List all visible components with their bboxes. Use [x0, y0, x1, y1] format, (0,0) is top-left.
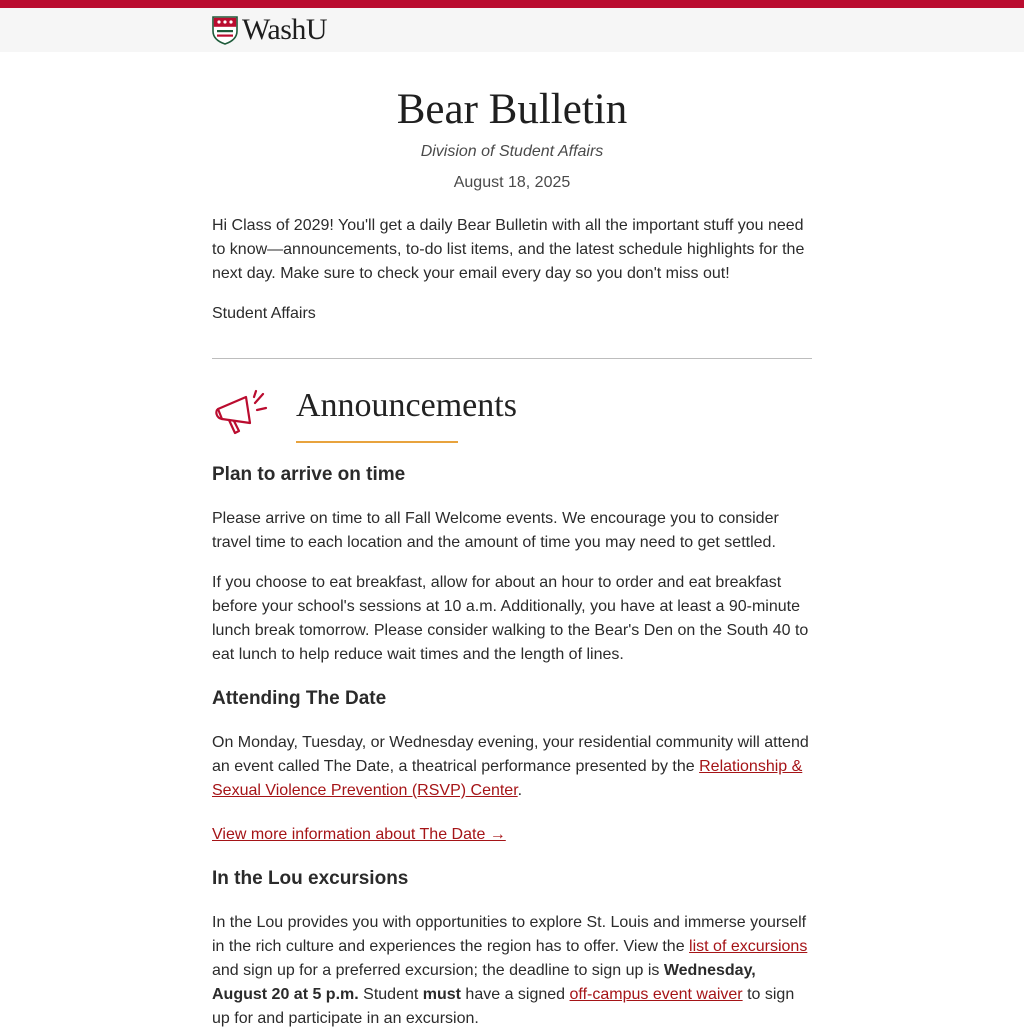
event-waiver-link[interactable]: off-campus event waiver: [569, 986, 743, 1003]
list-of-excursions-link[interactable]: list of excursions: [689, 938, 808, 955]
heading-in-the-lou: In the Lou excursions: [212, 868, 409, 889]
bulletin-content: [212, 86, 812, 1031]
rsvp-center-link[interactable]: Relationship & Sexual Violence Prevention (RSVP) Center: [212, 758, 803, 799]
the-date-paragraph: [212, 731, 812, 803]
arrive-paragraph-1: Please arrive on time to all Fall Welcome events. We encourage you to consider travel time to each location and the amount of time you may need to get settled.: [212, 510, 779, 551]
lou-text-4: have a signed: [460, 986, 570, 1003]
top-accent-bar: [0, 0, 1024, 8]
lou-text-1: In the Lou provides you with opportunities to explore St. Louis and immerse yourself in the rich culture and experiences the region has to offer. View the: [212, 914, 807, 955]
shield-icon: [212, 16, 238, 45]
intro-signoff: Student Affairs: [212, 305, 316, 322]
view-the-date-link[interactable]: View more information about The Date →: [212, 826, 506, 843]
brand-header: [0, 8, 1024, 52]
in-the-lou-paragraph: [212, 911, 812, 1031]
section-title: Announcements: [296, 387, 517, 424]
washu-logo[interactable]: [212, 13, 327, 47]
lou-text-2: and sign up for a preferred excursion; the deadline to sign up is: [212, 962, 664, 979]
lou-text-3: Student: [358, 986, 423, 1003]
page-title: Bear Bulletin: [396, 86, 628, 133]
announcements-header: [212, 385, 812, 443]
signup-deadline: Wednesday, August 20 at 5 p.m.: [212, 962, 756, 1003]
megaphone-icon: [212, 389, 268, 439]
lou-text-5: to sign up for and participate in an excursion.: [212, 986, 795, 1027]
must-emphasis: must: [422, 986, 461, 1003]
page-subtitle: Division of Student Affairs: [420, 143, 604, 160]
arrive-paragraph-2: If you choose to eat breakfast, allow for about an hour to order and eat breakfast before your school's sessions at 10 a.m. Additionally, you have at least a 90-minute lunch break tomorrow. Please consider walking to the Bear's Den on the South 40 to eat lunch to help reduce wait times and the length of lines.: [212, 574, 809, 663]
the-date-period: .: [517, 782, 523, 799]
logo-wordmark: WashU: [242, 13, 328, 46]
heading-arrive-on-time: Plan to arrive on time: [212, 464, 406, 485]
section-divider: [212, 358, 812, 359]
heading-the-date: Attending The Date: [212, 688, 387, 709]
issue-date: August 18, 2025: [453, 174, 571, 191]
intro-paragraph: Hi Class of 2029! You'll get a daily Bear Bulletin with all the important stuff you need to know—announcements, to-do list items, and the latest schedule highlights for the next day. Make sure to check your email every day so you don't miss out!: [212, 217, 805, 282]
title-underline: [296, 441, 458, 443]
the-date-text: On Monday, Tuesday, or Wednesday evening, your residential community will attend an event called The Date, a theatrical performance presented by the: [212, 734, 809, 775]
